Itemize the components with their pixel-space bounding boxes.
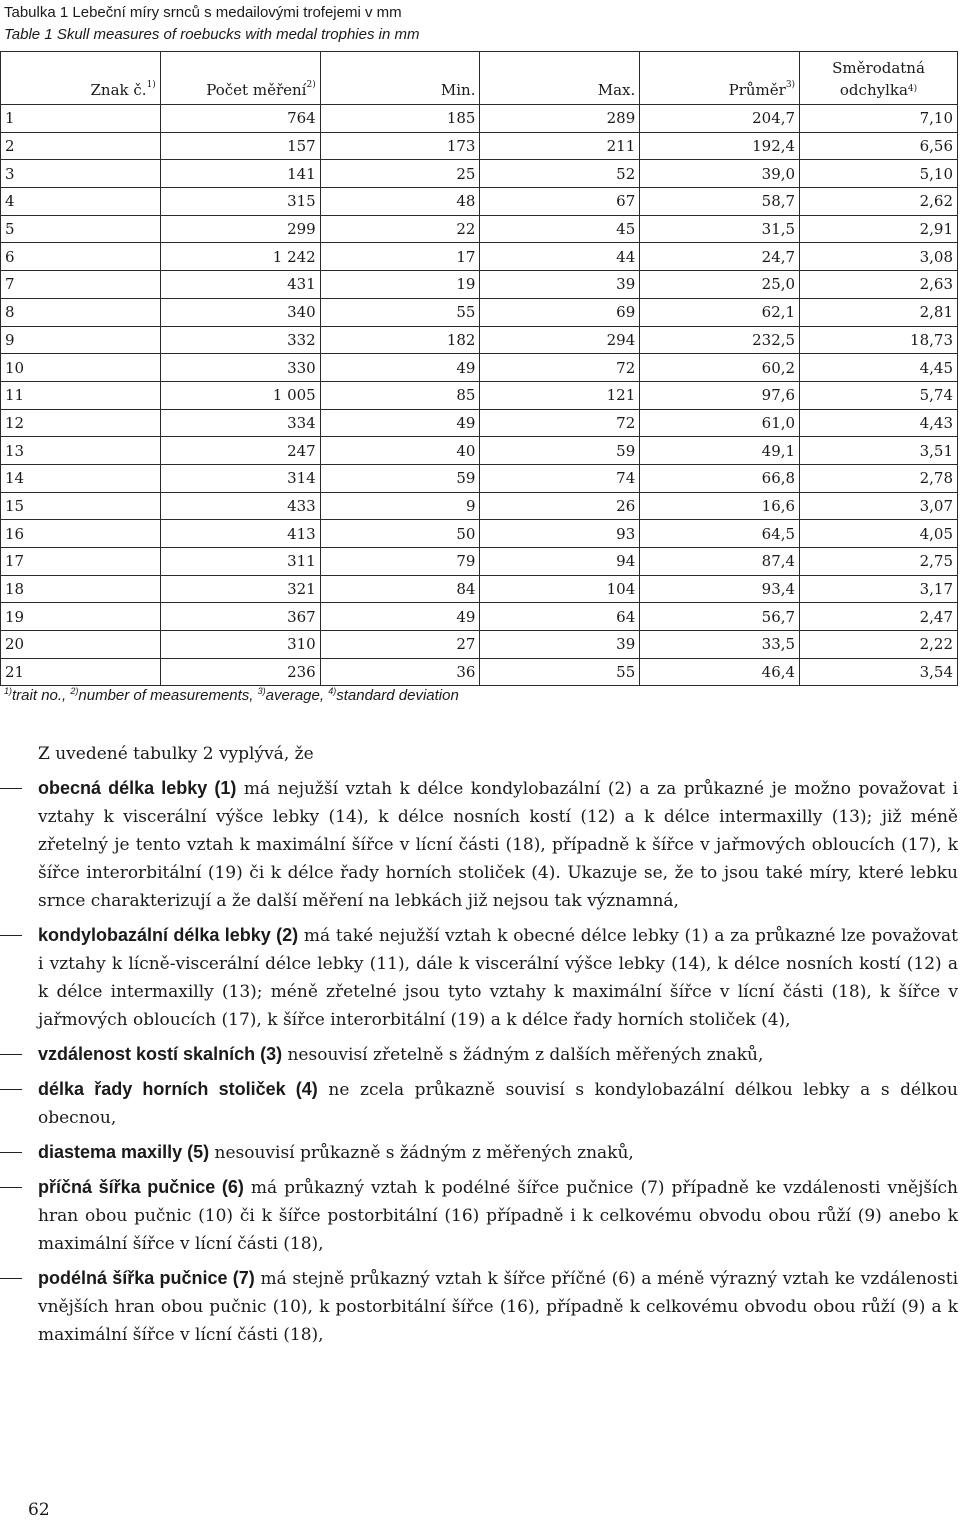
column-header-label: Max. [597, 81, 636, 99]
footnote-marker: 2) [306, 80, 316, 90]
table-cell: 2,78 [800, 464, 958, 492]
table-cell: 5,10 [800, 160, 958, 188]
item-lead: obecná délka lebky (1) [38, 778, 237, 798]
table-cell: 311 [160, 548, 320, 576]
table-cell: 185 [320, 105, 480, 133]
table-cell: 431 [160, 271, 320, 299]
table-cell: 8 [1, 298, 161, 326]
table-cell: 1 005 [160, 381, 320, 409]
table-cell: 1 242 [160, 243, 320, 271]
table-cell: 45 [480, 215, 640, 243]
table-cell: 4,43 [800, 409, 958, 437]
table-cell: 67 [480, 188, 640, 216]
table-cell: 2 [1, 132, 161, 160]
column-header [320, 52, 480, 105]
table-cell: 15 [1, 492, 161, 520]
table-cell: 367 [160, 603, 320, 631]
column-header-label: Min. [440, 81, 476, 99]
table-cell: 62,1 [640, 298, 800, 326]
table-cell: 2,75 [800, 548, 958, 576]
body-text [38, 740, 958, 1355]
column-header-label: odchylka [839, 81, 908, 99]
list-item [38, 1075, 958, 1132]
column-header [800, 52, 958, 105]
table-cell: 21 [1, 658, 161, 686]
table-cell: 121 [480, 381, 640, 409]
table-cell: 64,5 [640, 520, 800, 548]
table-cell: 93 [480, 520, 640, 548]
table-cell: 9 [320, 492, 480, 520]
table-cell: 59 [480, 437, 640, 465]
table-cell: 2,81 [800, 298, 958, 326]
footnote-marker: 1) [146, 80, 156, 90]
table-cell: 173 [320, 132, 480, 160]
table-cell: 31,5 [640, 215, 800, 243]
item-lead: kondylobazální délka lebky (2) [38, 925, 299, 945]
table-row [1, 658, 958, 686]
table-row [1, 437, 958, 465]
item-lead: vzdálenost kostí skalních (3) [38, 1044, 283, 1064]
item-text: má také nejužší vztah k obecné délce lebky (1) a za průkazné lze považovat i vztahy k lícně-viscerální délce lebky (11), dále k viscerální výšce lebky (14), k délce nosních kostí (12) a k délce intermaxilly (13); méně zřetelné jsou tyto vztahy k maximální šířce v lícní části (18), k šířce v jařmových obloucích (17), k šířce interorbitální (19) a k délce řady horních stoliček (4), [38, 926, 958, 1030]
table-cell: 93,4 [640, 575, 800, 603]
table-cell: 6 [1, 243, 161, 271]
table-cell: 330 [160, 354, 320, 382]
table-cell: 55 [480, 658, 640, 686]
table-cell: 19 [1, 603, 161, 631]
table-row [1, 520, 958, 548]
table-cell: 10 [1, 354, 161, 382]
item-lead: příčná šířka pučnice (6) [38, 1177, 244, 1197]
item-text: má nejužší vztah k délce kondylobazální (2) a za průkazné je možno považovat i vztahy k viscerální výšce lebky (14), k délce nosních kostí (12) a k délce intermaxilly (13); již méně zřetelný je tento vztah k maximální šířce v lícní části (18), případně k šířce v jařmových obloucích (17), k šířce interorbitální (19) či k délce řady horních stoliček (4). Ukazuje se, že to jsou také míry, které lebku srnce charakterizují a že další měření na lebkách již nejsou tak významná, [38, 779, 959, 911]
table-cell: 5,74 [800, 381, 958, 409]
footnote-marker: 4) [907, 84, 918, 94]
table-cell: 39 [480, 631, 640, 659]
table-row [1, 105, 958, 133]
table-cell: 87,4 [640, 548, 800, 576]
table-cell: 236 [160, 658, 320, 686]
column-header-line: Směrodatná [832, 59, 925, 77]
list-item [38, 1173, 958, 1258]
table-cell: 20 [1, 631, 161, 659]
table-cell: 182 [320, 326, 480, 354]
table-cell: 13 [1, 437, 161, 465]
table-cell: 39,0 [640, 160, 800, 188]
table-cell: 55 [320, 298, 480, 326]
table-cell: 204,7 [640, 105, 800, 133]
table-cell: 85 [320, 381, 480, 409]
table-cell: 104 [480, 575, 640, 603]
table-row [1, 492, 958, 520]
table-cell: 49 [320, 354, 480, 382]
table-cell: 4 [1, 188, 161, 216]
column-header-label: Znak č. [90, 81, 147, 99]
table-cell: 27 [320, 631, 480, 659]
table-cell: 40 [320, 437, 480, 465]
item-text: nesouvisí průkazně s žádným z měřených znaků, [209, 1143, 634, 1163]
table-row [1, 243, 958, 271]
table-cell: 2,63 [800, 271, 958, 299]
table-cell: 24,7 [640, 243, 800, 271]
table-cell: 58,7 [640, 188, 800, 216]
table-cell: 39 [480, 271, 640, 299]
table-cell: 97,6 [640, 381, 800, 409]
list-item [38, 921, 958, 1034]
table-cell: 2,62 [800, 188, 958, 216]
footnote-text: average, [265, 687, 329, 704]
table-cell: 247 [160, 437, 320, 465]
table-row [1, 188, 958, 216]
caption-czech: Tabulka 1 Lebeční míry srnců s medailovými trofejemi v mm [4, 4, 402, 21]
column-header [640, 52, 800, 105]
table-cell: 60,2 [640, 354, 800, 382]
table-cell: 7 [1, 271, 161, 299]
table-row [1, 631, 958, 659]
table-cell: 59 [320, 464, 480, 492]
table-cell: 49 [320, 409, 480, 437]
table-cell: 12 [1, 409, 161, 437]
item-text: nesouvisí zřetelně s žádným z dalších měřených znaků, [282, 1045, 764, 1065]
table-cell: 3,17 [800, 575, 958, 603]
table-cell: 764 [160, 105, 320, 133]
table-cell: 46,4 [640, 658, 800, 686]
table-cell: 6,56 [800, 132, 958, 160]
column-header [480, 52, 640, 105]
table-row [1, 354, 958, 382]
table-cell: 56,7 [640, 603, 800, 631]
item-text: ne zcela průkazně souvisí s kondylobazální délkou lebky a s délkou obecnou, [38, 1080, 958, 1128]
page-number: 62 [28, 1500, 50, 1520]
table-cell: 141 [160, 160, 320, 188]
table-cell: 5 [1, 215, 161, 243]
findings-list [38, 774, 958, 1349]
table-cell: 14 [1, 464, 161, 492]
table-cell: 211 [480, 132, 640, 160]
table-row [1, 326, 958, 354]
table-cell: 332 [160, 326, 320, 354]
table-cell: 4,45 [800, 354, 958, 382]
table-cell: 157 [160, 132, 320, 160]
footnote-marker: 4) [328, 686, 337, 696]
intro-sentence: Z uvedené tabulky 2 vyplývá, že [38, 744, 314, 764]
table-cell: 17 [1, 548, 161, 576]
table-cell: 299 [160, 215, 320, 243]
table-cell: 314 [160, 464, 320, 492]
table-cell: 17 [320, 243, 480, 271]
table-row [1, 603, 958, 631]
table-body [1, 105, 958, 686]
item-text: má stejně průkazný vztah k šířce příčné (6) a méně výrazný vztah ke vzdálenosti vnějších hran obou pučnic (10), k postorbitální šířce (16), případně k celkovému obvodu obou růží (9) a k maximální šířce v lícní části (18), [38, 1269, 958, 1345]
table-row [1, 215, 958, 243]
table-cell: 84 [320, 575, 480, 603]
footnote-text: trait no., [12, 687, 71, 704]
table-cell: 232,5 [640, 326, 800, 354]
table-cell: 69 [480, 298, 640, 326]
list-item [38, 774, 958, 915]
list-item [38, 1264, 958, 1349]
item-lead: diastema maxilly (5) [38, 1142, 210, 1162]
footnote-marker: 3) [785, 80, 796, 90]
item-lead: délka řady horních stoliček (4) [38, 1079, 318, 1099]
table-cell: 22 [320, 215, 480, 243]
table-cell: 3,51 [800, 437, 958, 465]
column-header-label: Počet měření [206, 81, 307, 99]
table-cell: 11 [1, 381, 161, 409]
footnote-marker: 3) [257, 686, 266, 696]
table-cell: 18 [1, 575, 161, 603]
table-row [1, 409, 958, 437]
table-cell: 2,47 [800, 603, 958, 631]
table-cell: 19 [320, 271, 480, 299]
item-lead: podélná šířka pučnice (7) [38, 1268, 255, 1288]
table-cell: 9 [1, 326, 161, 354]
table-row [1, 298, 958, 326]
table-cell: 2,91 [800, 215, 958, 243]
footnote-text: standard deviation [336, 687, 459, 704]
table-caption [4, 2, 419, 46]
table-footnote [4, 687, 459, 704]
table-cell: 25,0 [640, 271, 800, 299]
table-cell: 74 [480, 464, 640, 492]
table-cell: 44 [480, 243, 640, 271]
table-cell: 50 [320, 520, 480, 548]
table-cell: 79 [320, 548, 480, 576]
table-cell: 4,05 [800, 520, 958, 548]
table-row [1, 160, 958, 188]
table-cell: 315 [160, 188, 320, 216]
table-cell: 49 [320, 603, 480, 631]
table-cell: 334 [160, 409, 320, 437]
table-cell: 25 [320, 160, 480, 188]
table-cell: 49,1 [640, 437, 800, 465]
list-item [38, 1138, 958, 1167]
table-cell: 48 [320, 188, 480, 216]
table-cell: 3 [1, 160, 161, 188]
footnote-marker: 1) [4, 686, 13, 696]
table-row [1, 271, 958, 299]
table-cell: 16,6 [640, 492, 800, 520]
table-cell: 72 [480, 354, 640, 382]
table-cell: 64 [480, 603, 640, 631]
table-cell: 26 [480, 492, 640, 520]
table-row [1, 575, 958, 603]
table-cell: 3,54 [800, 658, 958, 686]
table-cell: 52 [480, 160, 640, 188]
table-cell: 413 [160, 520, 320, 548]
skull-measures-table [0, 51, 958, 686]
table-row [1, 381, 958, 409]
table-cell: 36 [320, 658, 480, 686]
item-text: má průkazný vztah k podélné šířce pučnice (7) případně ke vzdálenosti vnějších hran obou pučnic (10) či k šířce postorbitální (16) případně i k celkovému obvodu obou růží (9) anebo k maximální šířce v lícní části (18), [38, 1178, 959, 1254]
table-header-row [1, 52, 958, 105]
column-header [1, 52, 161, 105]
table-cell: 16 [1, 520, 161, 548]
column-header-label: Průměr [728, 81, 786, 99]
table-cell: 18,73 [800, 326, 958, 354]
table-cell: 33,5 [640, 631, 800, 659]
list-item [38, 1040, 958, 1069]
table-row [1, 132, 958, 160]
footnote-text: number of measurements, [78, 687, 258, 704]
table-cell: 340 [160, 298, 320, 326]
table-cell: 61,0 [640, 409, 800, 437]
column-header [160, 52, 320, 105]
footnote-marker: 2) [70, 686, 79, 696]
table-cell: 66,8 [640, 464, 800, 492]
table-cell: 310 [160, 631, 320, 659]
table-cell: 289 [480, 105, 640, 133]
table-row [1, 464, 958, 492]
table-cell: 2,22 [800, 631, 958, 659]
table-row [1, 548, 958, 576]
table-cell: 3,08 [800, 243, 958, 271]
caption-english: Table 1 Skull measures of roebucks with medal trophies in mm [4, 26, 420, 43]
table-cell: 294 [480, 326, 640, 354]
table-cell: 72 [480, 409, 640, 437]
table-cell: 94 [480, 548, 640, 576]
table-cell: 3,07 [800, 492, 958, 520]
table-cell: 7,10 [800, 105, 958, 133]
table-cell: 321 [160, 575, 320, 603]
table-cell: 433 [160, 492, 320, 520]
table-cell: 1 [1, 105, 161, 133]
table-cell: 192,4 [640, 132, 800, 160]
